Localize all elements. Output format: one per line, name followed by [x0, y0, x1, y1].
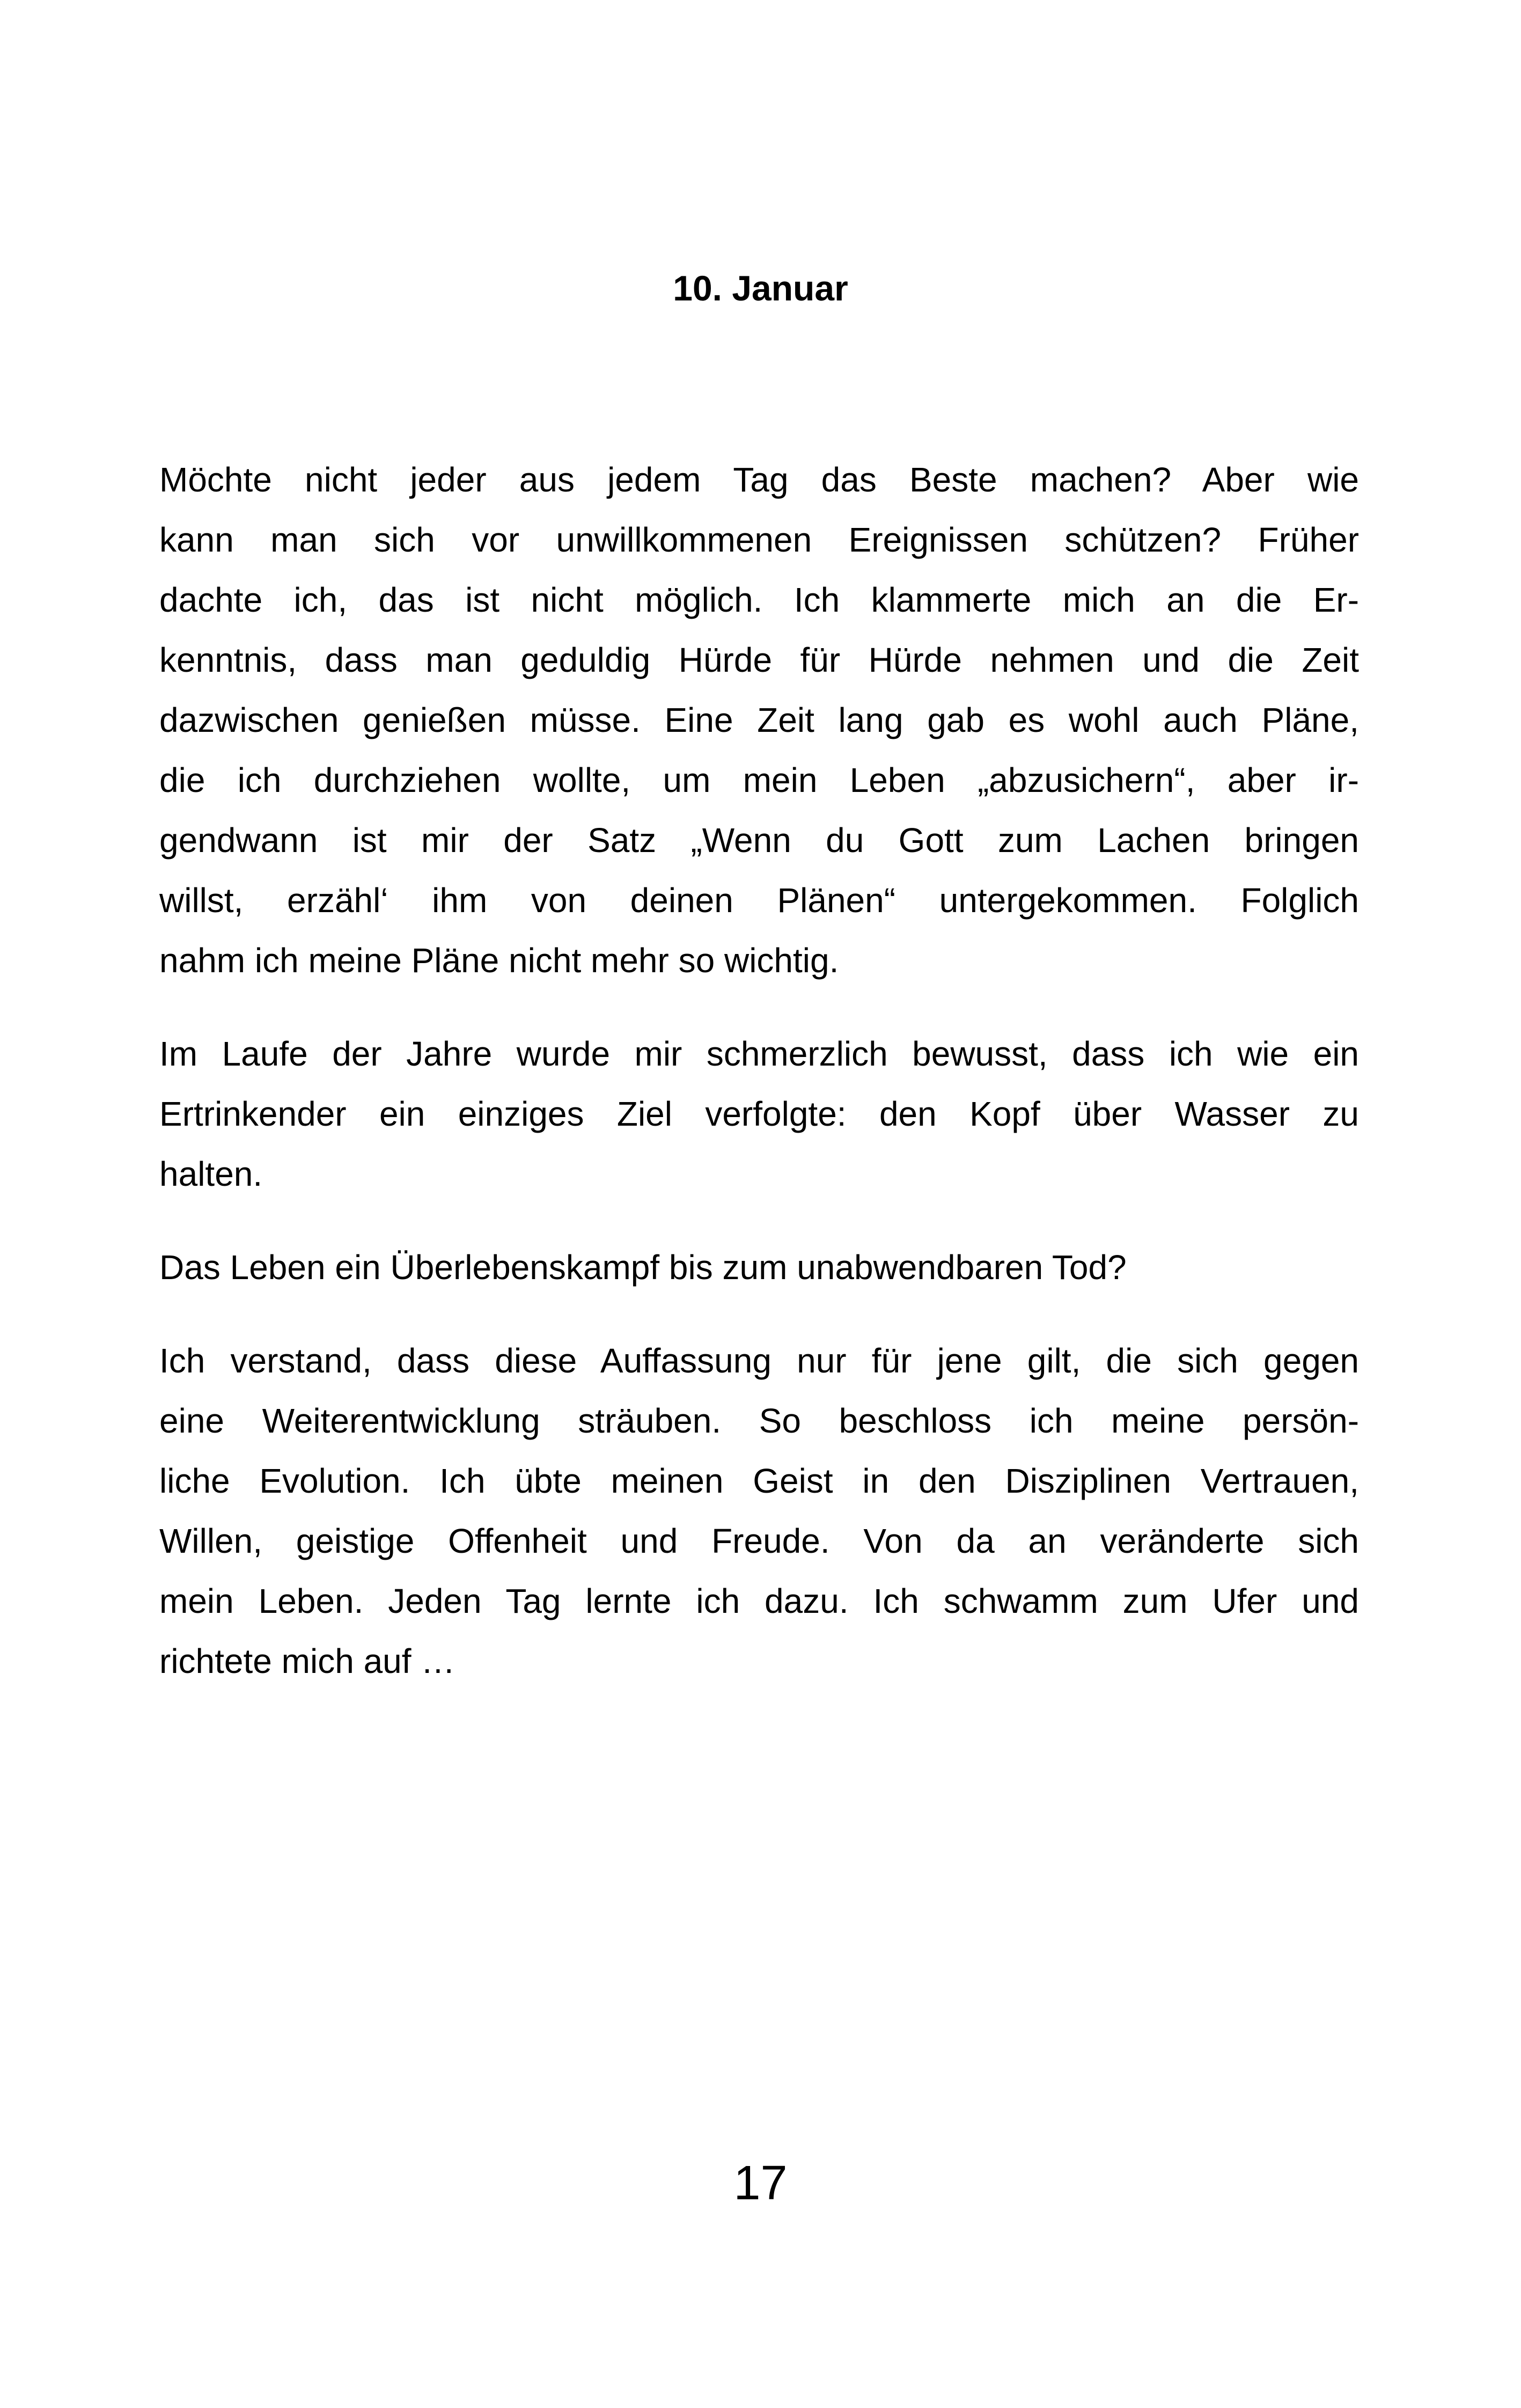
text-line: halten. [159, 1155, 263, 1193]
page-number: 17 [733, 2156, 788, 2210]
text-line: kann man sich vor unwillkommenen Ereignissen schützen? Früher [159, 520, 1359, 559]
text-line: Das Leben ein Überlebenskampf bis zum unabwendbaren Tod? [159, 1248, 1127, 1287]
text-line: kenntnis, dass man geduldig Hürde für Hürde nehmen und die Zeit [159, 641, 1359, 679]
text-line: Ich verstand, dass diese Auffassung nur für jene gilt, die sich gegen [159, 1341, 1359, 1380]
text-line: willst, erzähl‘ ihm von deinen Plänen“ untergekommen. Folglich [159, 881, 1359, 920]
text-line: Ertrinkender ein einziges Ziel verfolgte: den Kopf über Wasser zu [159, 1095, 1359, 1133]
text-line: Willen, geistige Offenheit und Freude. Von da an veränderte sich [159, 1522, 1359, 1560]
text-line: nahm ich meine Pläne nicht mehr so wichtig. [159, 941, 839, 980]
text-line: mein Leben. Jeden Tag lernte ich dazu. Ich schwamm zum Ufer und [159, 1582, 1359, 1620]
text-line: gendwann ist mir der Satz „Wenn du Gott zum Lachen bringen [159, 821, 1359, 860]
paragraph [159, 1024, 1359, 1204]
text-line: richtete mich auf … [159, 1642, 455, 1680]
chapter-title: 10. Januar [673, 268, 848, 308]
text-line: Möchte nicht jeder aus jedem Tag das Beste machen? Aber wie [159, 460, 1359, 499]
text-line: dachte ich, das ist nicht möglich. Ich klammerte mich an die Er- [159, 581, 1359, 619]
text-line: liche Evolution. Ich übte meinen Geist in den Disziplinen Vertrauen, [159, 1462, 1359, 1500]
paragraph [159, 450, 1359, 990]
text-line: dazwischen genießen müsse. Eine Zeit lang gab es wohl auch Pläne, [159, 701, 1359, 739]
text-line: die ich durchziehen wollte, um mein Leben „abzusichern“, aber ir- [159, 761, 1359, 799]
paragraph [159, 1331, 1359, 1691]
text-line: eine Weiterentwicklung sträuben. So beschloss ich meine persön- [159, 1401, 1359, 1440]
text-line: Im Laufe der Jahre wurde mir schmerzlich bewusst, dass ich wie ein [159, 1034, 1359, 1073]
paragraph [159, 1237, 1359, 1297]
page-content [159, 450, 1359, 1691]
